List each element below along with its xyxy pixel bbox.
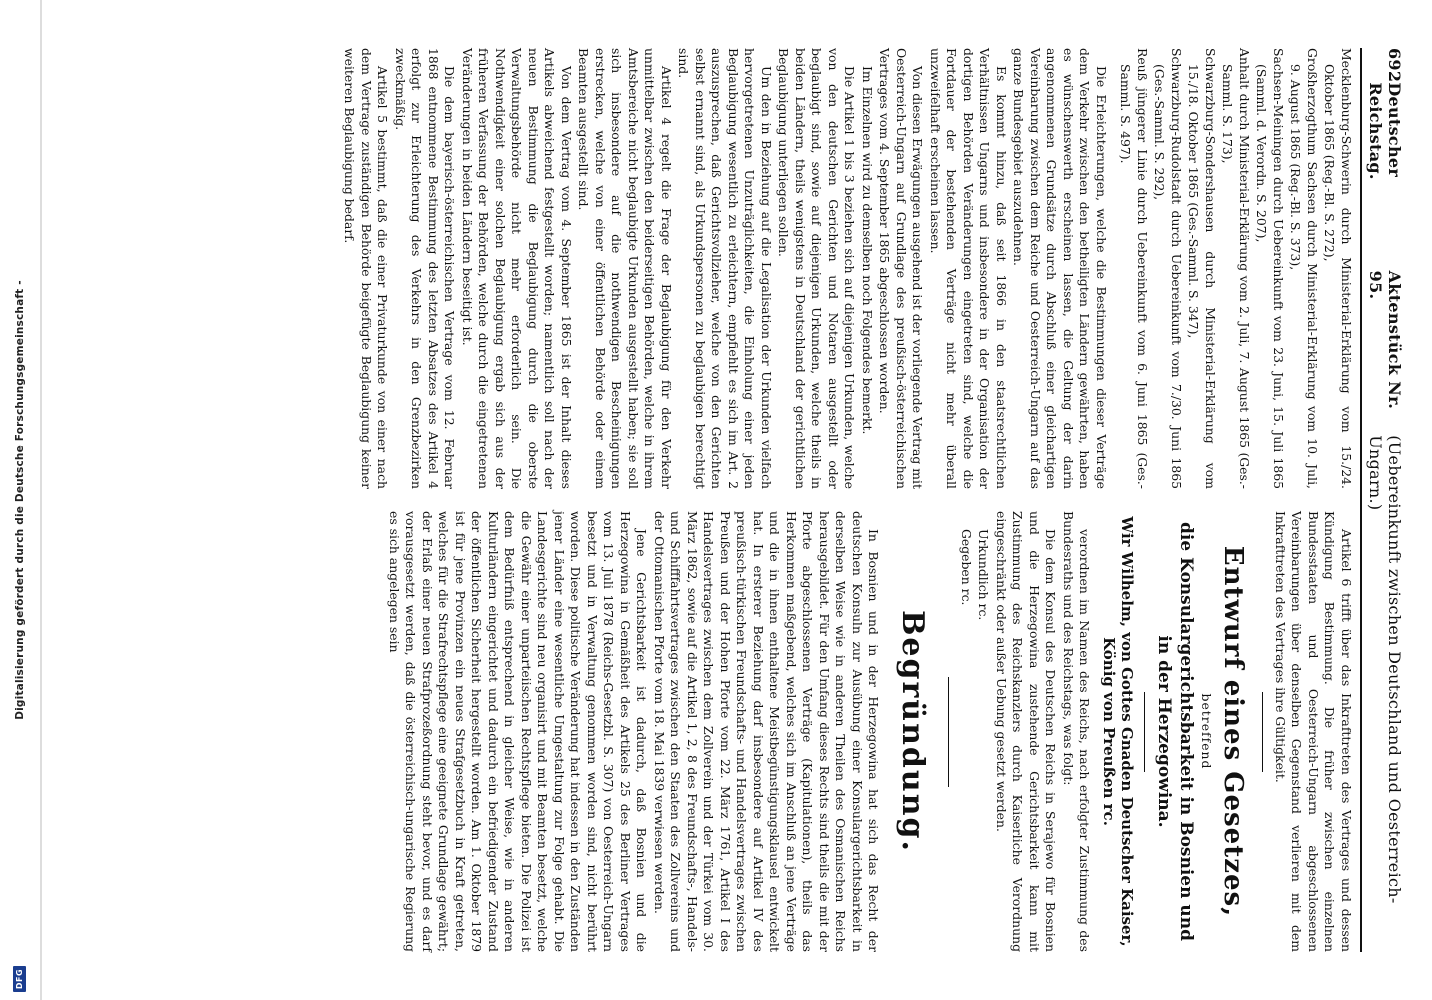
page-number: 692 bbox=[1385, 48, 1404, 83]
law-clause: Die dem Konsul des Deutschen Reichs in Serajewo für Bosnien und die Herzegowina zustehende Gerichtsbarkeit kann mit Zustimmung des Reichskanzlers durch Kaiserliche Verordnung eingeschränkt oder außer Uebung gesetzt werden. bbox=[994, 511, 1059, 952]
dfg-logo-text: DFG bbox=[13, 966, 26, 992]
document-number: Aktenstück Nr. 95. bbox=[1366, 270, 1404, 410]
list-item: Sachsen-Meiningen durch Uebereinkunft vom 23. Juni, 15. Juli 1865 (Samml. d. Verordn. S. 207), bbox=[1254, 48, 1286, 489]
list-item: Großherzogthum Sachsen durch Ministerial-Erklärung vom 10. Juli, 9. August 1865 (Reg.-Bl. S. 373), bbox=[1288, 48, 1320, 489]
paragraph: Im Einzelnen wird zu demselben noch Folgendes bemerkt. bbox=[860, 66, 875, 435]
list-item: Mecklenburg-Schwerin durch Ministerial-Erklärung vom 15./24. Oktober 1865 (Reg.-Bl. S. 272), bbox=[1322, 48, 1354, 489]
betreffend-label: betreffend bbox=[1199, 693, 1215, 770]
paragraph: Jene Gerichtsbarkeit ist dadurch, daß Bosnien und die Herzegowina in Gemäßheit des Artikels 25 des Berliner Vertrages vom 13. Juli 1878 (Reichs-Gesetzbl. S. 307) von Oesterreich-Ungarn besetzt und in Verwaltung genommen worden sind, nicht berührt worden. Diese politische Veränderung hat indessen in den Zuständen jener Länder eine wesentliche Umgestaltung zur Folge gehabt. Die Landesgerichte sind neu organisirt und mit Beamten besetzt, welche die Gewähr einer unparteiischen Rechtspflege bieten. Die Polizei ist dem Bedürfniß entsprechend in gleicher Weise, wie in anderen Kulturländern eingerichtet und dadurch ein befriedigender Zustand der öffentlichen Sicherheit hergestellt worden. Am 1. Oktober 1879 ist für jene Provinzen ein neues Strafgesetzbuch in Kraft getreten, welches für die Strafrechtspflege eine geeignete Grundlage gewährt; der Erlaß einer neuen Strafprozeßordnung steht bevor, und es darf vorausgesetzt werden, daß die österreichisch-ungarische Regierung es sich angelegen sein bbox=[387, 511, 650, 952]
list-item: Reuß jüngerer Linie durch Uebereinkunft vom 6. Juni 1865 (Ges.-Samml. S. 497). bbox=[1118, 48, 1150, 489]
digitization-notice: Digitalisierung gefördert durch die Deutsche Forschungsgemeinschaft - bbox=[14, 280, 26, 720]
paragraph: Artikel 6 trifft über das Inkrafttreten des Vertrages und dessen Kündigung Bestimmung. Die früher zwischen einzelnen Bundesstaaten und Oesterreich-Ungarn abgeschlossenen Vereinbarungen über denselben Gegenstand verlieren mit dem Inkrafttreten des Vertrages ihre Gültigkeit. bbox=[1273, 511, 1354, 952]
given-line: Gegeben rc. bbox=[959, 529, 974, 606]
enacting-sovereign: Wir Wilhelm, von Gottes Gnaden Deutscher Kaiser, König von Preußen rc. bbox=[1100, 516, 1137, 947]
paragraph: In Bosnien und in der Herzegowina hat sich das Recht der deutschen Konsuln zur Ausübung einer Konsulargerichtsbarkeit in derselben Weise wie in anderen Theilen des Osmanischen Reichs herausgebildet. Für den Umfang dieses Rechts sind theils die mit der Pforte abgeschlossenen Verträge (Kapitulationen), theils das Herkommen maßgebend, welches sich im Anschluß an jene Verträge und die in ihnen enthaltene Meistbegünstigungsklausel entwickelt hat. In ersterer Beziehung darf insbesondere auf Artikel IV des preußisch-türkischen Freundschafts- und Handelsvertrages zwischen Preußen und der Hohen Pforte vom 22. März 1761, Artikel I des Handelsvertrages zwischen dem Zollverein und der Türkei vom 30. März 1862, sowie auf die Artikel 1, 2, 8 des Freundschafts-, Handels- und Schifffahrtsvertrages zwischen den Staaten des Zollvereins und der Ottomanischen Pforte vom 18. Mai 1839 verwiesen werden. bbox=[652, 511, 882, 952]
scan-edge bbox=[40, 0, 42, 1000]
list-item: Schwarzburg-Rudolstadt durch Uebereinkunft vom 7./30. Juni 1865 (Ges.-Samml. S. 292), bbox=[1152, 48, 1184, 489]
paragraph: Die Artikel 1 bis 3 beziehen sich auf diejenigen Urkunden, welche von den deutschen Gerichten und Notaren ausgestellt oder beglaubigt sind, sowie auf diejenigen Urkunden, welche theils in beiden Ländern, theils wenigstens in Deutschland der gerichtlichen Beglaubigung unterliegen sollen. bbox=[776, 48, 858, 489]
section-divider bbox=[949, 677, 950, 787]
left-column bbox=[341, 48, 1354, 489]
paragraph: Artikel 5 bestimmt, daß die einer Privaturkunde von einer nach dem Vertrage zuständigen Behörde beigefügte Beglaubigung keiner weiteren Beglaubigung bedarf. bbox=[342, 48, 391, 489]
paragraph: Von diesen Erwägungen ausgehend ist der vorliegende Vertrag mit Oesterreich-Ungarn auf Grundlage des preußisch-österreichischen Vertrages vom 4. September 1865 abgeschlossen worden. bbox=[877, 48, 926, 489]
enactment-formula: verordnen im Namen des Reichs, nach erfolgter Zustimmung des Bundesraths und des Reichstags, was folgt: bbox=[1061, 511, 1093, 952]
bill-title: Entwurf eines Gesetzes, bbox=[1218, 545, 1249, 918]
paragraph: Die dem bayerisch-österreichischen Vertrage vom 12. Februar 1868 entnommene Bestimmung des letzten Absatzes des Artikel 4 erfolgt zur Erleichterung des Verkehrs in den Grenzbezirken zweckmäßig. bbox=[393, 48, 458, 489]
publication-title: Deutscher Reichstag. bbox=[1366, 82, 1404, 180]
paragraph: Von dem Vertrag vom 4. September 1865 ist der Inhalt dieses Artikels abweichend festgestellt worden; namentlich soll nach der neuen Bestimmung die Beglaubigung durch die oberste Verwaltungsbehörde nicht mehr erforderlich sein. Die Nothwendigkeit einer solchen Beglaubigung ergab sich aus der früheren Verfassung der Behörden, welche durch die eingetretenen Veränderungen in beiden Ländern beseitigt ist. bbox=[460, 48, 574, 489]
paragraph: Die Erleichterungen, welche die Bestimmungen dieser Verträge dem Verkehr zwischen den betheiligten Ländern gewährten, haben es wünschenswerth erscheinen lassen, die Geltung der darin angenommenen Grundsätze durch Abschluß einer gleichartigen Vereinbarung zwischen dem Reiche und Oesterreich-Ungarn auf das ganze Bundesgebiet auszudehnen. bbox=[1011, 48, 1109, 489]
section-divider bbox=[1145, 692, 1146, 772]
list-item: Schwarzburg-Sondershausen durch Ministerial-Erklärung vom 15./18. Oktober 1865 (Ges.-Samml. S. 347), bbox=[1186, 48, 1218, 489]
paragraph: Um den in Beziehung auf die Legalisation der Urkunden vielfach hervorgetretenen Unzuträglichkeiten, die Einholung einer jeden Beglaubigung wesentlich zu erleichtern, empfiehlt es sich im Art. 2 auszusprechen, daß Gerichtsvollzieher, welche von den Gerichten selbst ernannt sind, als Urkundspersonen zu beglaubigen berechtigt sind. bbox=[676, 48, 774, 489]
paragraph: Es kommt hinzu, daß seit 1866 in den staatsrechtlichen Verhältnissen Ungarns und insbesondere in der Organisation der dortigen Behörden Veränderungen eingetreten sind, welche die Fortdauer der bestehenden Verträge nicht mehr überall unzweifelhaft erscheinen lassen. bbox=[928, 48, 1009, 489]
signature-line: Urkundlich rc. bbox=[976, 529, 992, 621]
digitization-sidebar bbox=[0, 0, 40, 1000]
paragraph: Artikel 4 regelt die Frage der Beglaubigung für den Verkehr unmittelbar zwischen den beiderseitigen Behörden, welche in ihrem Amtsbereiche nicht beglaubigte Urkunden ausgestellt haben; sie soll sich insbesondere auf die nothwendigen Bescheinigungen erstrecken, welche von einer öffentlichen Behörde oder einem Beamten ausgestellt sind. bbox=[576, 48, 674, 489]
dfg-logo-icon bbox=[6, 964, 32, 994]
running-header bbox=[1360, 48, 1404, 952]
scanned-page bbox=[102, 0, 1432, 1000]
list-item: Anhalt durch Ministerial-Erklärung vom 2. Juli, 7. August 1865 (Ges.-Samml. S. 173), bbox=[1220, 48, 1252, 489]
right-column bbox=[341, 511, 1354, 952]
begruendung-title: Begründung. bbox=[895, 610, 931, 853]
header-subject: (Uebereinkunft zwischen Deutschland und Oesterreich-Ungarn.) bbox=[1366, 435, 1404, 904]
bill-subject: die Konsulargerichtsbarkeit in Bosnien und in der Herzegowina. bbox=[1154, 521, 1197, 941]
section-divider bbox=[1263, 692, 1264, 772]
